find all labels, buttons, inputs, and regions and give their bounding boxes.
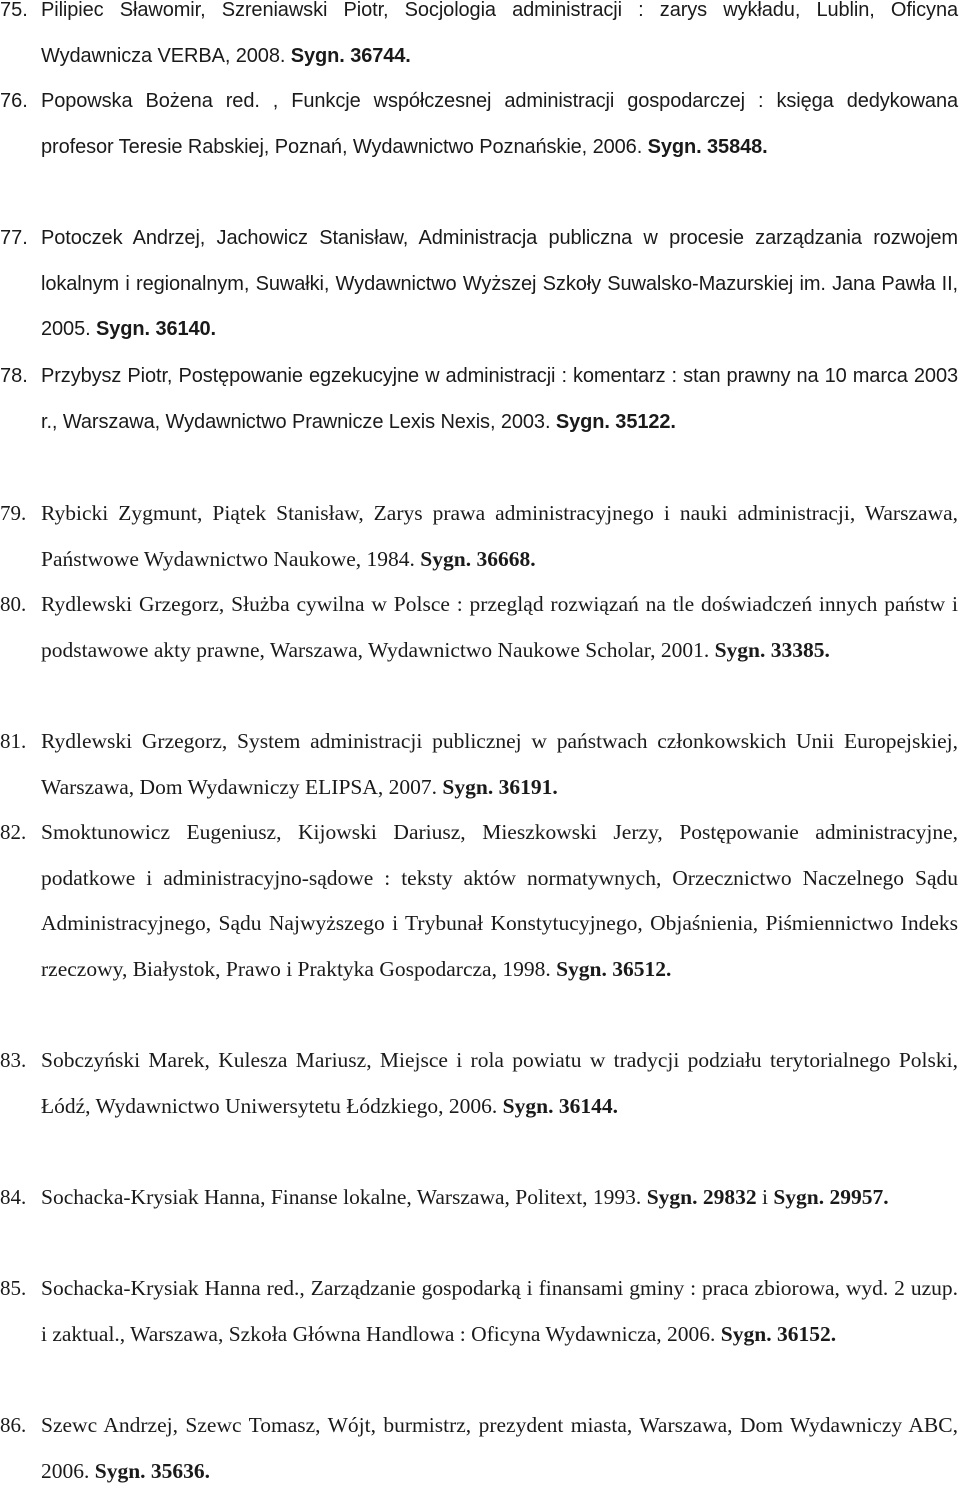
bibliography-entry-78 [0,354,958,445]
entry-text [41,216,958,353]
entry-citation: Rydlewski Grzegorz, Służba cywilna w Polsce : przegląd rozwiązań na tle doświadczeń innych państw i podstawowe akty prawne, Warszawa, Wydawnictwo Naukowe Scholar, 2001. [41,592,958,662]
bibliography-entry-76 [0,79,958,170]
entry-citation: Popowska Bożena red. , Funkcje współczesnej administracji gospodarczej : księga dedykowana profesor Teresie Rabskiej, Poznań, Wydawnictwo Poznańskie, 2006. [41,90,958,158]
entry-text [41,810,958,992]
bibliography-entry-75 [0,0,958,79]
bibliography-entry-86 [0,1403,958,1494]
entry-call-number: Sygn. 35636. [94,1458,211,1483]
entry-call-number-2: Sygn. 29957. [773,1185,889,1209]
entry-call-number: Sygn. 36140. [96,318,217,340]
entry-number: 83. [0,1048,27,1072]
entry-citation: Przybysz Piotr, Postępowanie egzekucyjne w administracji : komentarz : stan prawny na 10 marca 2003 r., Warszawa, Wydawnictwo Prawnicze Lexis Nexis, 2003. [41,365,958,433]
entry-citation: Rybicki Zygmunt, Piątek Stanisław, Zarys prawa administracyjnego i nauki administracji, Warszawa, Państwowe Wydawnictwo Naukowe, 1984. [41,501,958,571]
entry-call-number: Sygn. 36744. [290,44,411,67]
entry-number: 78. [0,365,28,387]
entry-call-number: Sygn. 35122. [555,410,676,433]
bibliography-entry-83 [0,1038,958,1129]
entry-number: 79. [0,501,27,525]
entry-text [41,79,958,170]
entry-text [41,1266,958,1357]
entry-citation: Rydlewski Grzegorz, System administracji publicznej w państwach członkowskich Unii Europejskiej, Warszawa, Dom Wydawniczy ELIPSA, 2007. [41,729,958,799]
entry-citation: Sobczyński Marek, Kulesza Mariusz, Miejsce i rola powiatu w tradycji podziału terytorialnego Polski, Łódź, Wydawnictwo Uniwersytetu Łódzkiego, 2006. [41,1048,958,1118]
entry-citation: Potoczek Andrzej, Jachowicz Stanisław, Administracja publiczna w procesie zarządzania rozwojem lokalnym i regionalnym, Suwałki, Wydawnictwo Wyższej Szkoły Suwalsko-Mazurskiej im. Jana Pawła II, 2005. [41,227,958,340]
entry-number: 81. [0,729,27,753]
entry-number: 84. [0,1185,27,1209]
entry-call-number: Sygn. 36152. [720,1321,837,1346]
entry-conjunction: i [761,1185,768,1209]
entry-call-number: Sygn. 29832 [646,1185,757,1209]
entry-call-number: Sygn. 35848. [647,135,768,158]
bibliography-entry-79 [0,491,958,582]
entry-citation: Sochacka-Krysiak Hanna, Finanse lokalne, Warszawa, Politext, 1993. [41,1185,642,1209]
bibliography-entry-81 [0,719,958,810]
entry-call-number: Sygn. 36512. [556,956,672,981]
entry-number: 77. [0,227,28,249]
entry-text [41,491,958,582]
entry-number: 86. [0,1413,27,1437]
entry-number: 82. [0,820,27,844]
entry-call-number: Sygn. 36668. [420,546,536,571]
entry-text [41,354,958,445]
entry-text [41,1403,958,1494]
entry-number: 75. [0,0,28,21]
entry-citation: Smoktunowicz Eugeniusz, Kijowski Dariusz, Mieszkowski Jerzy, Postępowanie administracyjne, podatkowe i administracyjno-sądowe : teksty aktów normatywnych, Orzecznictwo Naczelnego Sądu Administracyjnego, Sądu Najwyższego i Trybunał Konstytucyjnego, Objaśnienia, Piśmiennictwo Indeks rzeczowy, Białystok, Prawo i Praktyka Gospodarcza, 1998. [41,820,958,981]
entry-text [41,1038,958,1129]
bibliography-entry-84 [0,1175,958,1221]
entry-citation: Sochacka-Krysiak Hanna red., Zarządzanie gospodarką i finansami gminy : praca zbiorowa, wyd. 2 uzup. i zaktual., Warszawa, Szkoła Główna Handlowa : Oficyna Wydawnicza, 2006. [41,1276,958,1346]
entry-citation: Szewc Andrzej, Szewc Tomasz, Wójt, burmistrz, prezydent miasta, Warszawa, Dom Wydawniczy ABC, 2006. [41,1413,958,1483]
bibliography-entry-85 [0,1266,958,1357]
bibliography-entry-80 [0,582,958,673]
bibliography-entry-77 [0,216,958,353]
entry-number: 80. [0,592,27,616]
entry-call-number: Sygn. 36191. [442,774,558,799]
entry-number: 76. [0,90,28,112]
entry-text [41,1175,958,1221]
entry-citation: Pilipiec Sławomir, Szreniawski Piotr, Socjologia administracji : zarys wykładu, Lublin, Oficyna Wydawnicza VERBA, 2008. [41,0,958,67]
bibliography-entry-82 [0,810,958,992]
entry-number: 85. [0,1276,27,1300]
entry-text [41,582,958,673]
entry-call-number: Sygn. 33385. [714,637,830,662]
entry-call-number: Sygn. 36144. [502,1093,618,1118]
entry-text [41,0,958,79]
entry-text [41,719,958,810]
